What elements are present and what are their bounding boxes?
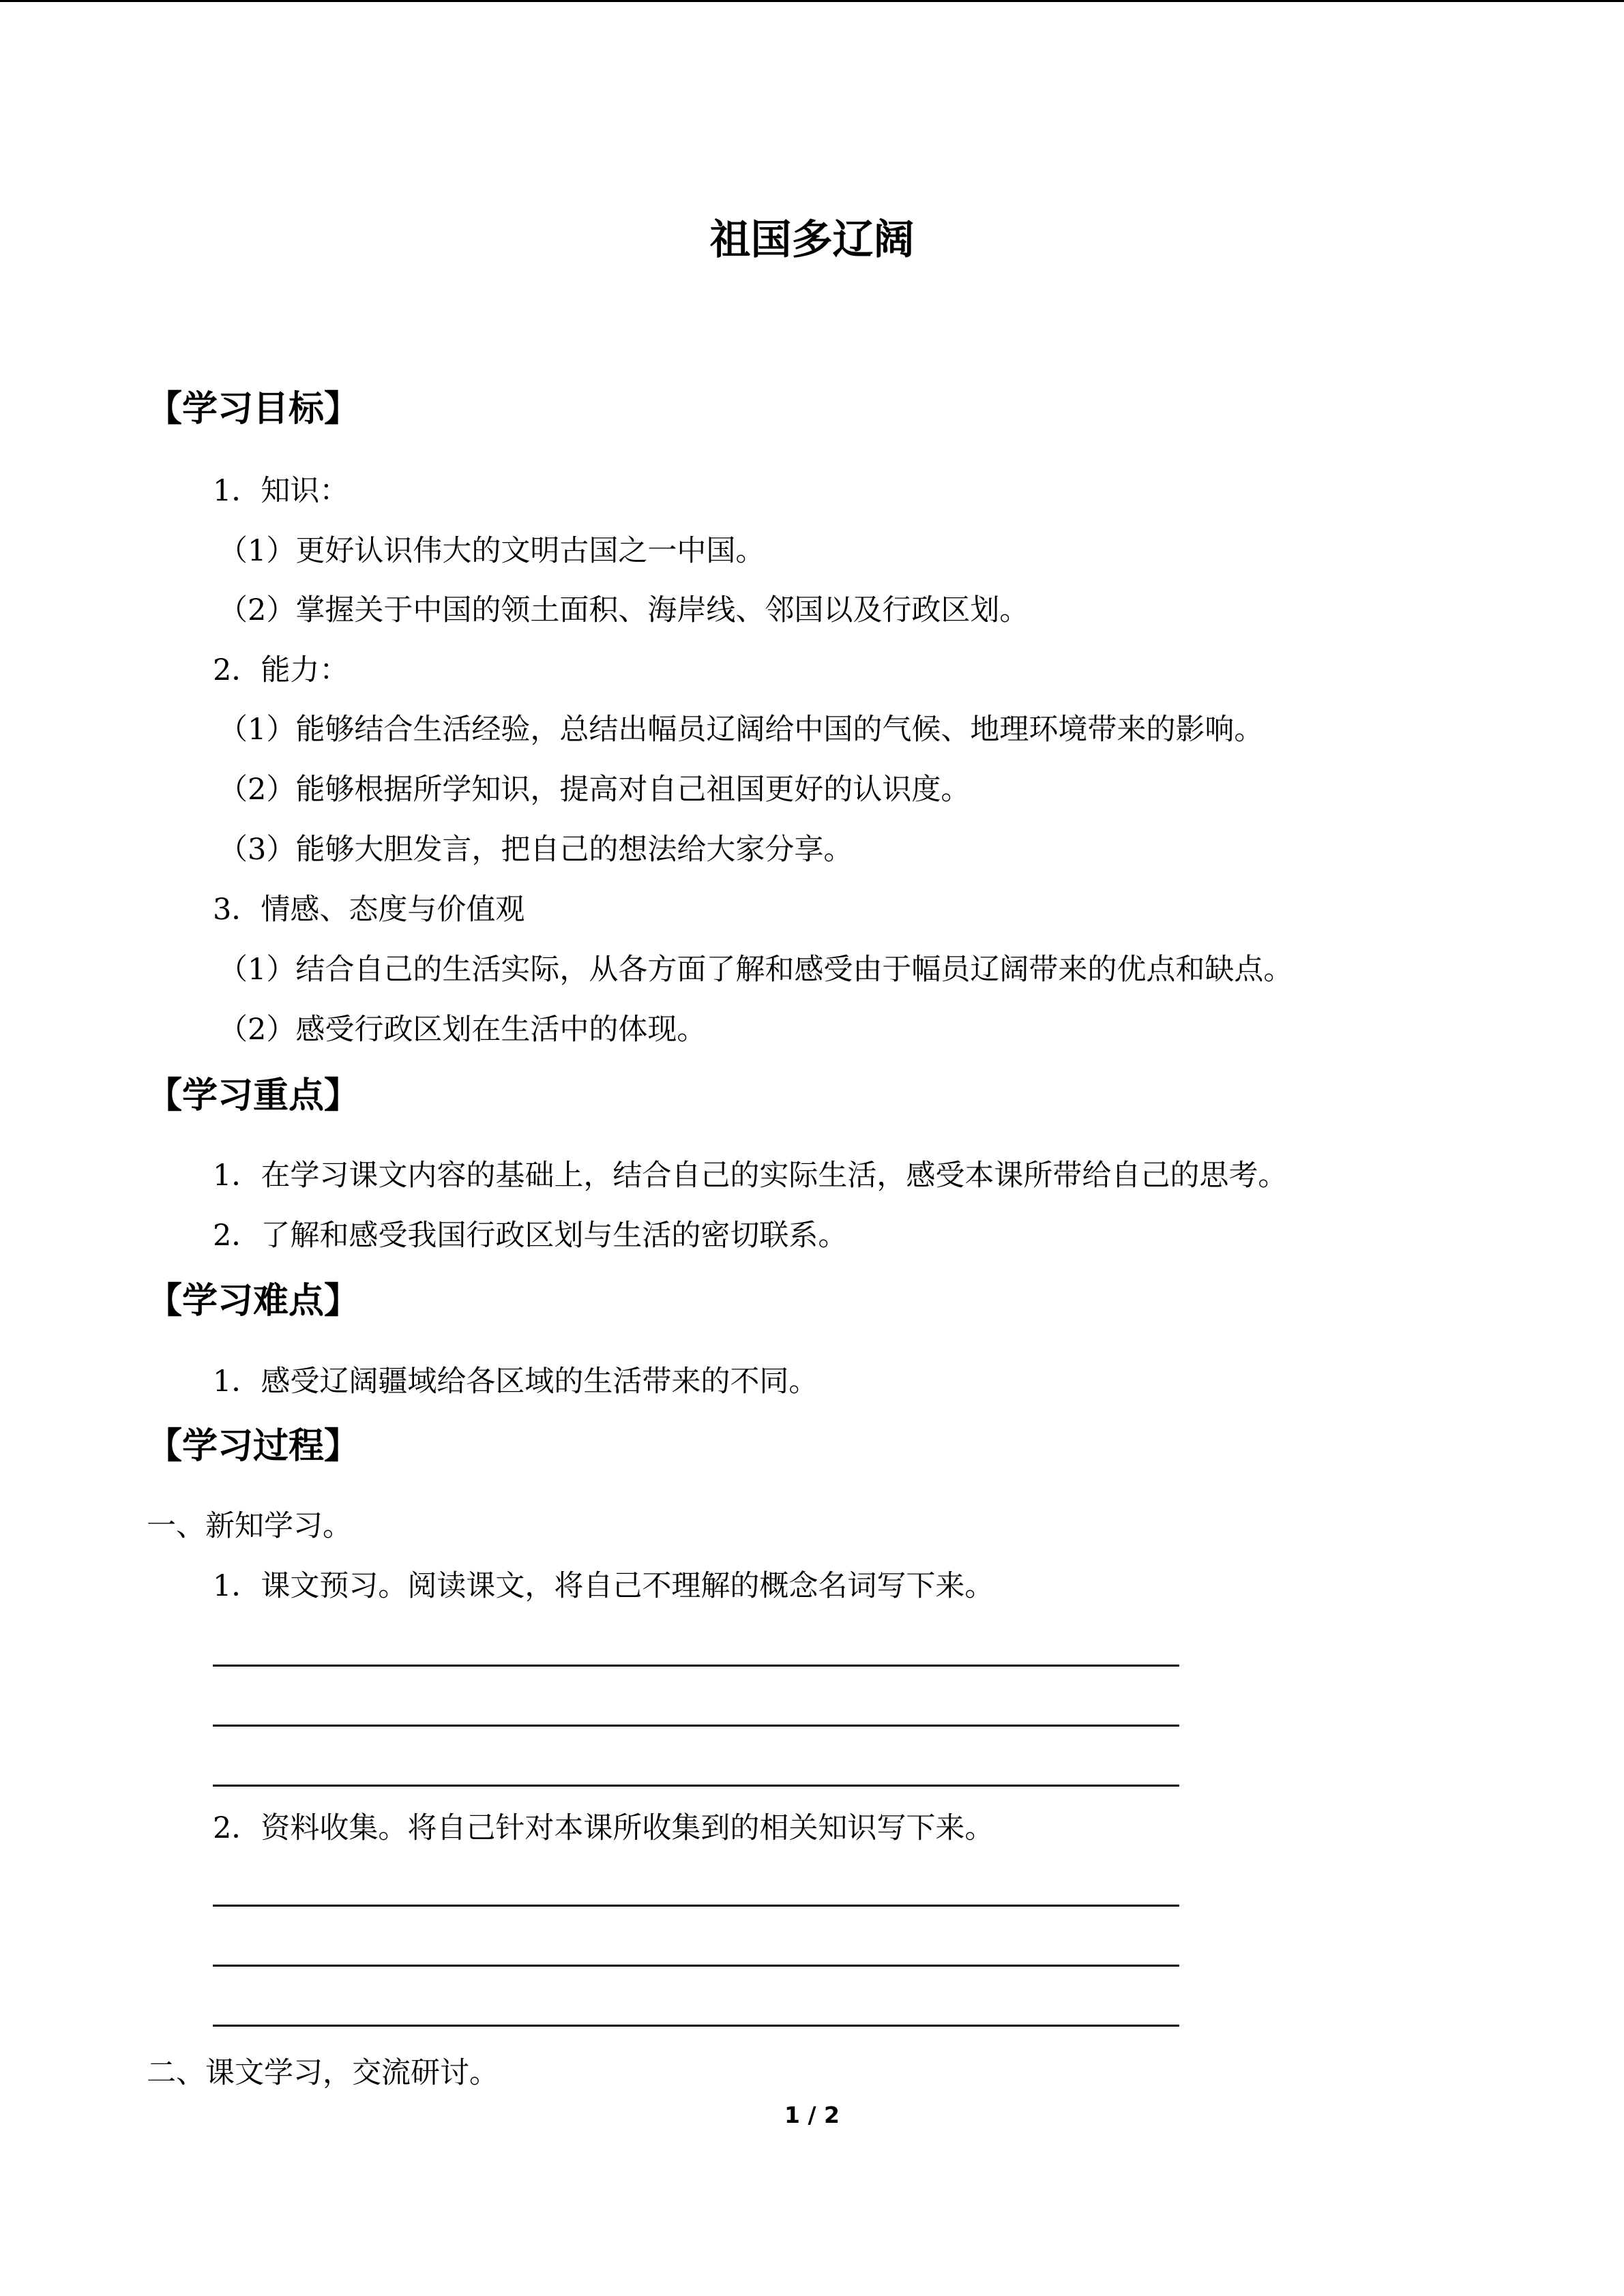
answer-line[interactable] (213, 2025, 1179, 2027)
emotion-title: 3．情感、态度与价值观 (213, 893, 525, 927)
ability-title: 2．能力： (213, 653, 349, 687)
knowledge-item-1: （1）更好认识伟大的文明古国之一中国。 (218, 534, 765, 568)
process-heading: 【学习过程】 (147, 1426, 360, 1467)
ability-item-3: （3）能够大胆发言，把自己的想法给大家分享。 (218, 833, 853, 867)
key-points-heading: 【学习重点】 (147, 1075, 360, 1116)
goals-heading: 【学习目标】 (147, 389, 360, 430)
section-new-knowledge: 一、新知学习。 (147, 1509, 352, 1543)
difficulties-heading: 【学习难点】 (147, 1281, 360, 1322)
emotion-item-1: （1）结合自己的生活实际，从各方面了解和感受由于幅员辽阔带来的优点和缺点。 (218, 953, 1293, 987)
page-title: 祖国多辽阔 (709, 216, 915, 264)
section-discussion: 二、课文学习，交流研讨。 (147, 2056, 499, 2090)
answer-line[interactable] (213, 1725, 1179, 1727)
answer-line[interactable] (213, 1665, 1179, 1667)
answer-line[interactable] (213, 1965, 1179, 1967)
difficulty-1: 1．感受辽阔疆域给各区域的生活带来的不同。 (213, 1365, 818, 1399)
ability-item-2: （2）能够根据所学知识，提高对自己祖国更好的认识度。 (218, 773, 971, 807)
knowledge-title: 1．知识： (213, 474, 349, 508)
answer-line[interactable] (213, 1785, 1179, 1787)
knowledge-item-2: （2）掌握关于中国的领土面积、海岸线、邻国以及行政区划。 (218, 593, 1029, 627)
emotion-item-2: （2）感受行政区划在生活中的体现。 (218, 1013, 707, 1047)
key-point-1: 1．在学习课文内容的基础上，结合自己的实际生活，感受本课所带给自己的思考。 (213, 1159, 1288, 1193)
answer-line[interactable] (213, 1905, 1179, 1907)
top-border (0, 0, 1624, 2)
ability-item-1: （1）能够结合生活经验，总结出幅员辽阔给中国的气候、地理环境带来的影响。 (218, 713, 1264, 747)
key-point-2: 2．了解和感受我国行政区划与生活的密切联系。 (213, 1219, 848, 1253)
task-collect: 2．资料收集。将自己针对本课所收集到的相关知识写下来。 (213, 1811, 994, 1845)
page-number: 1 / 2 (784, 2102, 840, 2128)
task-preview: 1．课文预习。阅读课文，将自己不理解的概念名词写下来。 (213, 1569, 994, 1603)
